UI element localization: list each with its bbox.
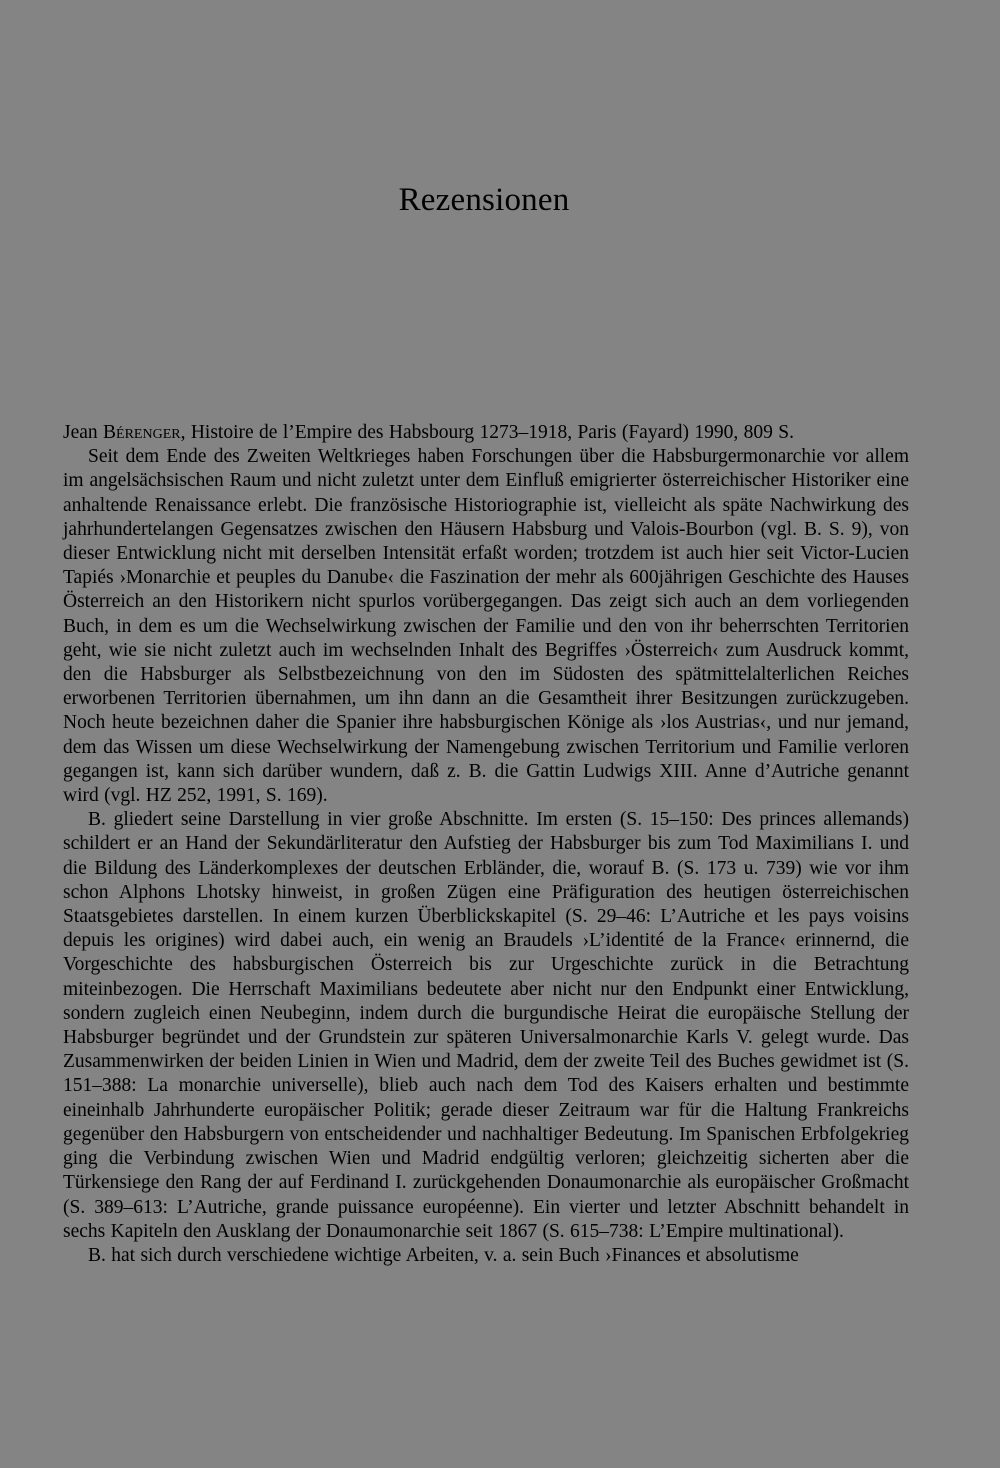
review-body [63,421,909,1268]
section-heading: Rezensionen [398,182,570,218]
book-citation [63,421,909,445]
author-first-name: Jean [63,422,104,443]
author-surname: Bérenger [103,422,181,443]
paragraph: Seit dem Ende des Zweiten Weltkrieges haben Forschungen über die Habsburgermonarchie vor allem im angelsächsischen Raum und nicht zuletzt unter dem Einfluß emigrierter österreichischer Historiker eine anhaltende Renaissance erlebt. Die französische Historiographie ist, vielleicht als späte Nachwirkung des jahrhundertelangen Gegensatzes zwischen den Häusern Habsburg und Valois-Bourbon (vgl. B. S. 9), von dieser Entwicklung nicht mit derselben Intensität erfaßt worden; trotzdem ist auch hier seit Victor-Lucien Tapiés ›Monarchie et peuples du Danube‹ die Faszination der mehr als 600jährigen Geschichte des Hauses Österreich an den Historikern nicht spurlos vorübergegangen. Das zeigt sich auch an dem vorliegenden Buch, in dem es um die Wechselwirkung zwischen der Familie und den von ihr beherrschten Territorien geht, wie sie nicht zuletzt auch im wechselnden Inhalt des Begriffes ›Österreich‹ zum Ausdruck kommt, den die Habsburger als Selbstbezeichnung von den im Südosten des spätmittelalterlichen Reiches erworbenen Territorien übernahmen, um ihn dann an die Gesamtheit ihrer Besitzungen zurückzugeben. Noch heute bezeichnen daher die Spanier ihre habsburgischen Könige als ›los Austrias‹, und nur jemand, dem das Wissen um diese Wechselwirkung der Namengebung zwischen Territorium und Familie verloren gegangen ist, kann sich darüber wundern, daß z. B. die Gattin Ludwigs XIII. Anne d’Autriche genannt wird (vgl. HZ 252, 1991, S. 169). [63,446,909,807]
paragraph: B. hat sich durch verschiedene wichtige Arbeiten, v. a. sein Buch ›Finances et absolutisme [88,1244,799,1266]
citation-details: , Histoire de l’Empire des Habsbourg 1273–1918, Paris (Fayard) 1990, 809 S. [180,422,794,443]
paragraph: B. gliedert seine Darstellung in vier große Abschnitte. Im ersten (S. 15–150: Des princes allemands) schildert er an Hand der Sekundärliteratur den Aufstieg der Habsburger bis zum Tod Maximilians I. und die Bildung des Länderkomplexes der deutschen Erbländer, die, worauf B. (S. 173 u. 739) wie vor ihm schon Alphons Lhotsky hinweist, in großen Zügen eine Präfiguration des heutigen österreichischen Staatsgebietes darstellen. In einem kurzen Überblickskapitel (S. 29–46: L’Autriche et les pays voisins depuis les origines) wird dabei auch, ein wenig an Braudels ›L’identité de la France‹ erinnernd, die Vorgeschichte des habsburgischen Österreich bis zur Urgeschichte zurück in die Betrachtung miteinbezogen. Die Herrschaft Maximilians bedeutete aber nicht nur den Endpunkt einer Entwicklung, sondern zugleich einen Neubeginn, indem durch die burgundische Heirat die europäische Stellung der Habsburger begründet und der Grundstein zur späteren Universalmonarchie Karls V. gelegt wurde. Das Zusammenwirken der beiden Linien in Wien und Madrid, dem der zweite Teil des Buches gewidmet ist (S. 151–388: La monarchie universelle), blieb auch nach dem Tod des Kaisers erhalten und bestimmte eineinhalb Jahrhunderte europäischer Politik; gerade dieser Zeitraum war für die Haltung Frankreichs gegenüber den Habsburgern von entscheidender und nachhaltiger Bedeutung. Im Spanischen Erbfolgekrieg ging die Verbindung zwischen Wien und Madrid endgültig verloren; gleichzeitig sicherten aber die Türkensiege den Rang der auf Ferdinand I. zurückgehenden Donaumonarchie als europäischer Großmacht (S. 389–613: L’Autriche, grande puissance européenne). Ein vierter und letzter Abschnitt behandelt in sechs Kapiteln den Ausklang der Donaumonarchie seit 1867 (S. 615–738: L’Empire multinational). [63,809,909,1242]
